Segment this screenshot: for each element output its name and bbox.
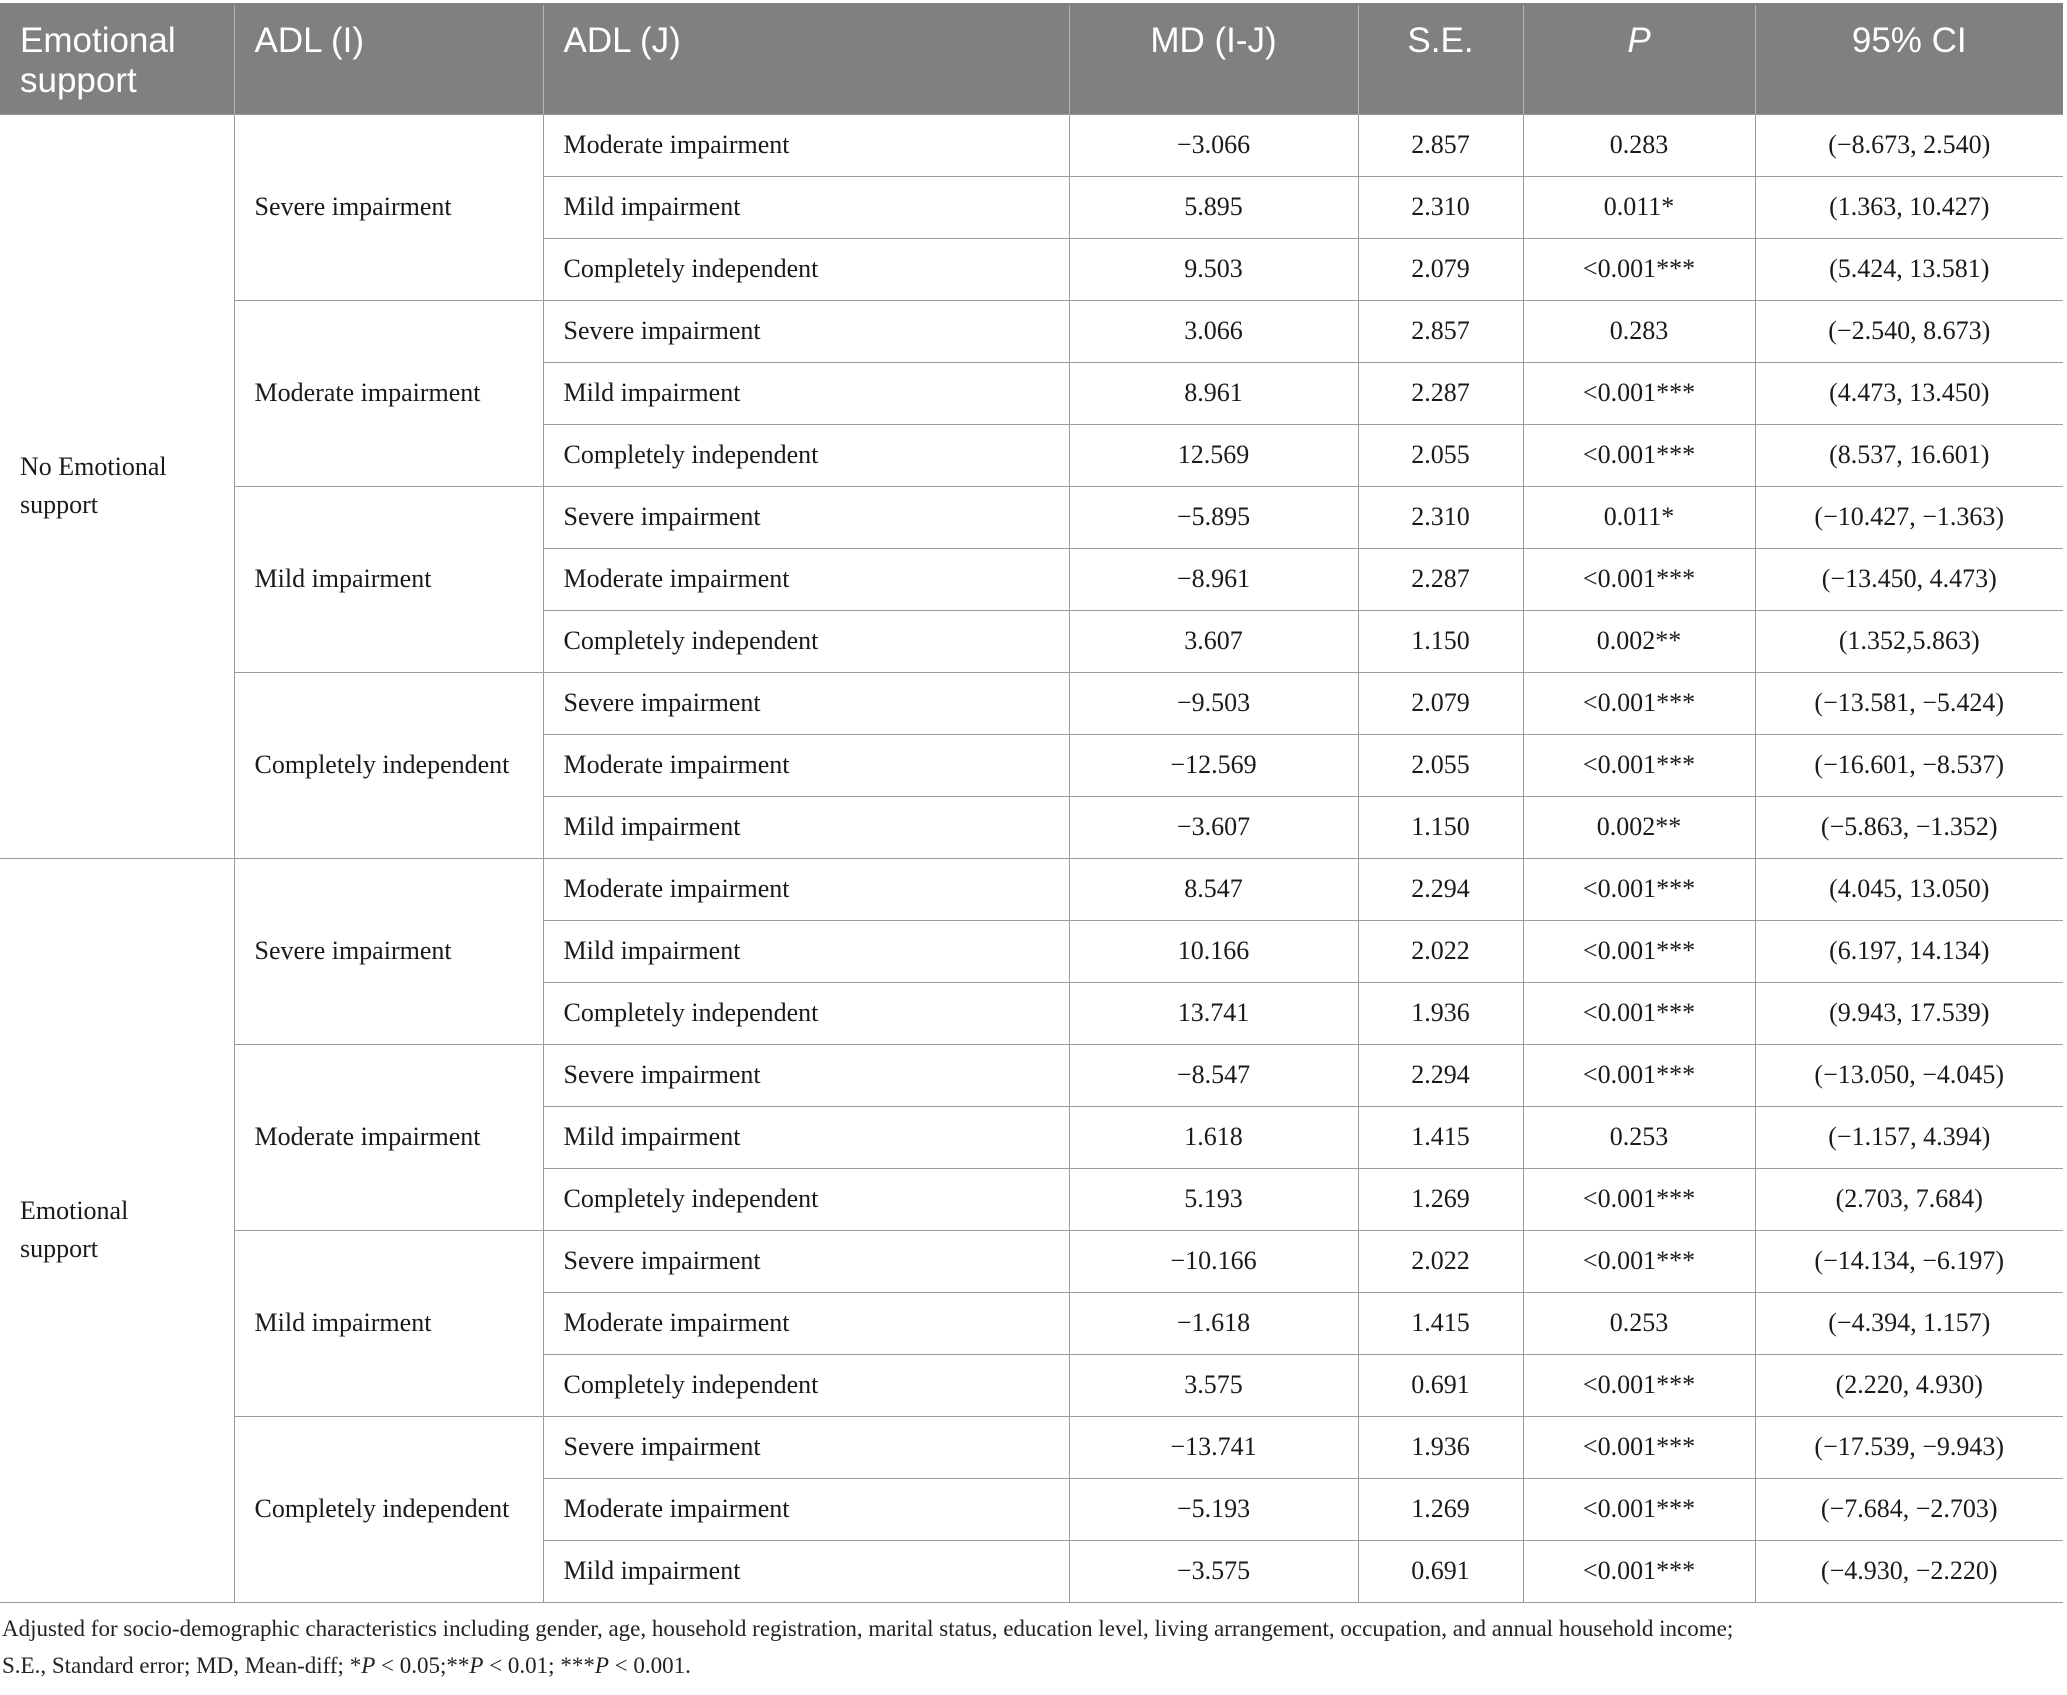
ci-cell: (9.943, 17.539) xyxy=(1755,982,2063,1044)
table-row xyxy=(0,1230,2063,1292)
ci-cell: (−13.581, −5.424) xyxy=(1755,672,2063,734)
p-cell: <0.001*** xyxy=(1523,734,1755,796)
se-cell: 1.150 xyxy=(1358,610,1523,672)
md-cell: 10.166 xyxy=(1069,920,1358,982)
footnote-p-symbol-1: P xyxy=(361,1653,376,1678)
adl-j-cell: Completely independent xyxy=(543,1168,1069,1230)
se-cell: 2.079 xyxy=(1358,238,1523,300)
header-se: S.E. xyxy=(1358,4,1523,114)
table-row xyxy=(0,486,2063,548)
p-cell: <0.001*** xyxy=(1523,238,1755,300)
md-cell: 12.569 xyxy=(1069,424,1358,486)
p-cell: <0.001*** xyxy=(1523,362,1755,424)
md-cell: −3.066 xyxy=(1069,114,1358,176)
adl-j-cell: Completely independent xyxy=(543,610,1069,672)
md-cell: −5.895 xyxy=(1069,486,1358,548)
adl-j-cell: Mild impairment xyxy=(543,1540,1069,1602)
se-cell: 1.936 xyxy=(1358,1416,1523,1478)
adl-i-label: Moderate impairment xyxy=(234,300,543,486)
se-cell: 2.055 xyxy=(1358,734,1523,796)
adl-i-label: Mild impairment xyxy=(234,1230,543,1416)
header-ci: 95% CI xyxy=(1755,4,2063,114)
p-cell: 0.253 xyxy=(1523,1292,1755,1354)
ci-cell: (6.197, 14.134) xyxy=(1755,920,2063,982)
adl-j-cell: Moderate impairment xyxy=(543,114,1069,176)
md-cell: −8.547 xyxy=(1069,1044,1358,1106)
adl-j-cell: Mild impairment xyxy=(543,796,1069,858)
ci-cell: (−10.427, −1.363) xyxy=(1755,486,2063,548)
p-cell: <0.001*** xyxy=(1523,672,1755,734)
adl-i-label: Mild impairment xyxy=(234,486,543,672)
se-cell: 2.294 xyxy=(1358,1044,1523,1106)
md-cell: −12.569 xyxy=(1069,734,1358,796)
adl-j-cell: Moderate impairment xyxy=(543,1292,1069,1354)
header-md: MD (I-J) xyxy=(1069,4,1358,114)
table-row xyxy=(0,300,2063,362)
adl-i-label: Moderate impairment xyxy=(234,1044,543,1230)
adl-j-cell: Severe impairment xyxy=(543,1230,1069,1292)
se-cell: 2.287 xyxy=(1358,548,1523,610)
p-cell: <0.001*** xyxy=(1523,1354,1755,1416)
se-cell: 2.857 xyxy=(1358,114,1523,176)
adl-j-cell: Mild impairment xyxy=(543,176,1069,238)
adl-i-label: Completely independent xyxy=(234,672,543,858)
p-cell: 0.283 xyxy=(1523,114,1755,176)
se-cell: 2.022 xyxy=(1358,920,1523,982)
ci-cell: (1.352,5.863) xyxy=(1755,610,2063,672)
p-cell: 0.283 xyxy=(1523,300,1755,362)
ci-cell: (2.220, 4.930) xyxy=(1755,1354,2063,1416)
md-cell: 3.575 xyxy=(1069,1354,1358,1416)
md-cell: 9.503 xyxy=(1069,238,1358,300)
table-row xyxy=(0,114,2063,176)
ci-cell: (−2.540, 8.673) xyxy=(1755,300,2063,362)
ci-cell: (−14.134, −6.197) xyxy=(1755,1230,2063,1292)
adl-j-cell: Severe impairment xyxy=(543,486,1069,548)
ci-cell: (1.363, 10.427) xyxy=(1755,176,2063,238)
group-label: No Emotional support xyxy=(0,114,234,858)
se-cell: 2.294 xyxy=(1358,858,1523,920)
p-cell: <0.001*** xyxy=(1523,1230,1755,1292)
footnote xyxy=(2,1610,2057,1684)
md-cell: 5.193 xyxy=(1069,1168,1358,1230)
ci-cell: (−1.157, 4.394) xyxy=(1755,1106,2063,1168)
se-cell: 0.691 xyxy=(1358,1354,1523,1416)
md-cell: −3.607 xyxy=(1069,796,1358,858)
se-cell: 0.691 xyxy=(1358,1540,1523,1602)
ci-cell: (−4.394, 1.157) xyxy=(1755,1292,2063,1354)
adl-j-cell: Severe impairment xyxy=(543,672,1069,734)
md-cell: −9.503 xyxy=(1069,672,1358,734)
md-cell: −1.618 xyxy=(1069,1292,1358,1354)
p-cell: <0.001*** xyxy=(1523,424,1755,486)
footnote-threshold-2: < 0.01; *** xyxy=(483,1653,595,1678)
table-body xyxy=(0,114,2063,1602)
footnote-p-symbol-3: P xyxy=(594,1653,609,1678)
ci-cell: (4.045, 13.050) xyxy=(1755,858,2063,920)
ci-cell: (−13.050, −4.045) xyxy=(1755,1044,2063,1106)
md-cell: −13.741 xyxy=(1069,1416,1358,1478)
md-cell: −10.166 xyxy=(1069,1230,1358,1292)
p-cell: <0.001*** xyxy=(1523,1168,1755,1230)
ci-cell: (5.424, 13.581) xyxy=(1755,238,2063,300)
se-cell: 1.415 xyxy=(1358,1292,1523,1354)
table-row xyxy=(0,672,2063,734)
se-cell: 1.415 xyxy=(1358,1106,1523,1168)
p-cell: <0.001*** xyxy=(1523,858,1755,920)
ci-cell: (−7.684, −2.703) xyxy=(1755,1478,2063,1540)
adl-j-cell: Moderate impairment xyxy=(543,1478,1069,1540)
md-cell: 1.618 xyxy=(1069,1106,1358,1168)
header-emotional-support: Emotional support xyxy=(0,4,234,114)
footnote-abbrev: S.E., Standard error; MD, Mean-diff; * xyxy=(2,1653,362,1678)
header-adl-j: ADL (J) xyxy=(543,4,1069,114)
p-cell: 0.011* xyxy=(1523,176,1755,238)
ci-cell: (2.703, 7.684) xyxy=(1755,1168,2063,1230)
footnote-threshold-1: < 0.05;** xyxy=(375,1653,470,1678)
adl-j-cell: Moderate impairment xyxy=(543,734,1069,796)
p-cell: <0.001*** xyxy=(1523,1540,1755,1602)
adl-j-cell: Severe impairment xyxy=(543,1416,1069,1478)
md-cell: 3.066 xyxy=(1069,300,1358,362)
p-cell: 0.253 xyxy=(1523,1106,1755,1168)
adl-j-cell: Completely independent xyxy=(543,424,1069,486)
adl-j-cell: Mild impairment xyxy=(543,920,1069,982)
adl-i-label: Severe impairment xyxy=(234,114,543,300)
se-cell: 1.936 xyxy=(1358,982,1523,1044)
ci-cell: (4.473, 13.450) xyxy=(1755,362,2063,424)
se-cell: 1.269 xyxy=(1358,1168,1523,1230)
comparison-table xyxy=(0,3,2063,1603)
p-cell: 0.011* xyxy=(1523,486,1755,548)
p-cell: <0.001*** xyxy=(1523,1478,1755,1540)
p-cell: 0.002** xyxy=(1523,796,1755,858)
header-p: P xyxy=(1523,4,1755,114)
p-cell: <0.001*** xyxy=(1523,548,1755,610)
md-cell: 5.895 xyxy=(1069,176,1358,238)
adl-i-label: Completely independent xyxy=(234,1416,543,1602)
p-cell: <0.001*** xyxy=(1523,1416,1755,1478)
adl-j-cell: Moderate impairment xyxy=(543,858,1069,920)
table-row xyxy=(0,858,2063,920)
table-row xyxy=(0,1416,2063,1478)
md-cell: 8.961 xyxy=(1069,362,1358,424)
adl-j-cell: Mild impairment xyxy=(543,1106,1069,1168)
md-cell: 3.607 xyxy=(1069,610,1358,672)
ci-cell: (−4.930, −2.220) xyxy=(1755,1540,2063,1602)
adl-j-cell: Completely independent xyxy=(543,238,1069,300)
ci-cell: (−13.450, 4.473) xyxy=(1755,548,2063,610)
p-cell: <0.001*** xyxy=(1523,982,1755,1044)
md-cell: −3.575 xyxy=(1069,1540,1358,1602)
md-cell: −5.193 xyxy=(1069,1478,1358,1540)
table-row xyxy=(0,1044,2063,1106)
ci-cell: (8.537, 16.601) xyxy=(1755,424,2063,486)
p-cell: <0.001*** xyxy=(1523,1044,1755,1106)
footnote-threshold-3: < 0.001. xyxy=(608,1653,691,1678)
adl-j-cell: Moderate impairment xyxy=(543,548,1069,610)
ci-cell: (−5.863, −1.352) xyxy=(1755,796,2063,858)
adl-j-cell: Mild impairment xyxy=(543,362,1069,424)
header-adl-i: ADL (I) xyxy=(234,4,543,114)
md-cell: −8.961 xyxy=(1069,548,1358,610)
se-cell: 2.079 xyxy=(1358,672,1523,734)
ci-cell: (−8.673, 2.540) xyxy=(1755,114,2063,176)
ci-cell: (−16.601, −8.537) xyxy=(1755,734,2063,796)
se-cell: 2.287 xyxy=(1358,362,1523,424)
ci-cell: (−17.539, −9.943) xyxy=(1755,1416,2063,1478)
p-cell: <0.001*** xyxy=(1523,920,1755,982)
md-cell: 8.547 xyxy=(1069,858,1358,920)
se-cell: 1.150 xyxy=(1358,796,1523,858)
se-cell: 2.310 xyxy=(1358,486,1523,548)
se-cell: 2.857 xyxy=(1358,300,1523,362)
adl-j-cell: Completely independent xyxy=(543,1354,1069,1416)
adl-i-label: Severe impairment xyxy=(234,858,543,1044)
adl-j-cell: Completely independent xyxy=(543,982,1069,1044)
footnote-line-2 xyxy=(2,1647,2057,1684)
p-cell: 0.002** xyxy=(1523,610,1755,672)
se-cell: 1.269 xyxy=(1358,1478,1523,1540)
footnote-p-symbol-2: P xyxy=(469,1653,484,1678)
header-row xyxy=(0,4,2063,114)
se-cell: 2.055 xyxy=(1358,424,1523,486)
footnote-line-1: Adjusted for socio-demographic characteristics including gender, age, household registration, marital status, education level, living arrangement, occupation, and annual household income; xyxy=(2,1616,1734,1641)
se-cell: 2.310 xyxy=(1358,176,1523,238)
adl-j-cell: Severe impairment xyxy=(543,1044,1069,1106)
group-label: Emotional support xyxy=(0,858,234,1602)
md-cell: 13.741 xyxy=(1069,982,1358,1044)
se-cell: 2.022 xyxy=(1358,1230,1523,1292)
adl-j-cell: Severe impairment xyxy=(543,300,1069,362)
